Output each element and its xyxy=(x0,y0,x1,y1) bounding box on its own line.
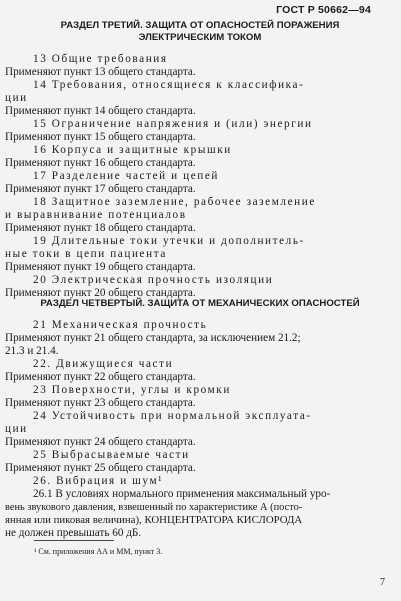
clause-text: Применяют пункт 20 общего стандарта. xyxy=(5,287,196,299)
clause-text: Применяют пункт 17 общего стандарта. xyxy=(5,183,196,195)
clause-heading: 22. Движущиеся части xyxy=(33,358,174,370)
clause-text: Применяют пункт 15 общего стандарта. xyxy=(5,131,196,143)
clause-heading-cont: ции xyxy=(5,92,28,104)
section3-title-line1: РАЗДЕЛ ТРЕТИЙ. ЗАЩИТА ОТ ОПАСНОСТЕЙ ПОРАЖЕНИЯ xyxy=(60,20,340,31)
clause-heading: 15 Ограничение напряжения и (или) энергии xyxy=(33,118,313,130)
clause-heading-cont: ции xyxy=(5,423,28,435)
clause-text: Применяют пункт 21 общего стандарта, за исключением 21.2; xyxy=(5,332,301,344)
document-header: ГОСТ Р 50662—94 xyxy=(276,4,371,16)
clause-text: Применяют пункт 25 общего стандарта. xyxy=(5,462,196,474)
clause-heading-cont: и выравнивание потенциалов xyxy=(5,209,187,221)
footnote-rule xyxy=(34,540,114,541)
clause-text: 26.1 В условиях нормального применения максимальный уро- xyxy=(33,488,331,500)
clause-text: 21.3 и 21.4. xyxy=(5,345,59,357)
clause-text: не должен превышать 60 дБ. xyxy=(5,527,142,539)
clause-heading: 19 Длительные токи утечки и дополнитель- xyxy=(33,235,305,247)
clause-text: янная или пиковая величина), КОНЦЕНТРАТОРА КИСЛОРОДА xyxy=(5,514,303,526)
section4-title: РАЗДЕЛ ЧЕТВЕРТЫЙ. ЗАЩИТА ОТ МЕХАНИЧЕСКИХ ОПАСНОСТЕЙ xyxy=(40,298,360,309)
page-number: 7 xyxy=(380,577,385,588)
clause-text: Применяют пункт 14 общего стандарта. xyxy=(5,105,196,117)
clause-text: Применяют пункт 19 общего стандарта. xyxy=(5,261,196,273)
clause-heading-cont: ные токи в цепи пациента xyxy=(5,248,167,260)
clause-heading: 16 Корпуса и защитные крышки xyxy=(33,144,232,156)
clause-heading: 13 Общие требования xyxy=(33,53,168,65)
section3-title-line2: ЭЛЕКТРИЧЕСКИМ ТОКОМ xyxy=(138,32,262,43)
clause-text: Применяют пункт 18 общего стандарта. xyxy=(5,222,196,234)
clause-text: Применяют пункт 22 общего стандарта. xyxy=(5,371,196,383)
clause-text: Применяют пункт 23 общего стандарта. xyxy=(5,397,196,409)
clause-heading: 24 Устойчивость при нормальной эксплуата- xyxy=(33,410,312,422)
clause-heading: 23 Поверхности, углы и кромки xyxy=(33,384,231,396)
clause-heading: 18 Защитное заземление, рабочее заземление xyxy=(33,196,316,208)
footnote: ¹ См. приложения АА и ММ, пункт 3. xyxy=(34,547,163,556)
clause-heading: 25 Выбрасываемые части xyxy=(33,449,190,461)
clause-heading: 14 Требования, относящиеся к классифика- xyxy=(33,79,305,91)
clause-heading: 20 Электрическая прочность изоляции xyxy=(33,274,274,286)
clause-text: вень звукового давления, взвешенный по характеристике А (посто- xyxy=(5,502,303,513)
clause-text: Применяют пункт 16 общего стандарта. xyxy=(5,157,196,169)
clause-text: Применяют пункт 13 общего стандарта. xyxy=(5,66,196,78)
clause-heading: 21 Механическая прочность xyxy=(33,319,208,331)
clause-text: Применяют пункт 24 общего стандарта. xyxy=(5,436,196,448)
clause-heading: 17 Разделение частей и цепей xyxy=(33,170,220,182)
clause-heading: 26. Вибрация и шум¹ xyxy=(33,475,164,487)
